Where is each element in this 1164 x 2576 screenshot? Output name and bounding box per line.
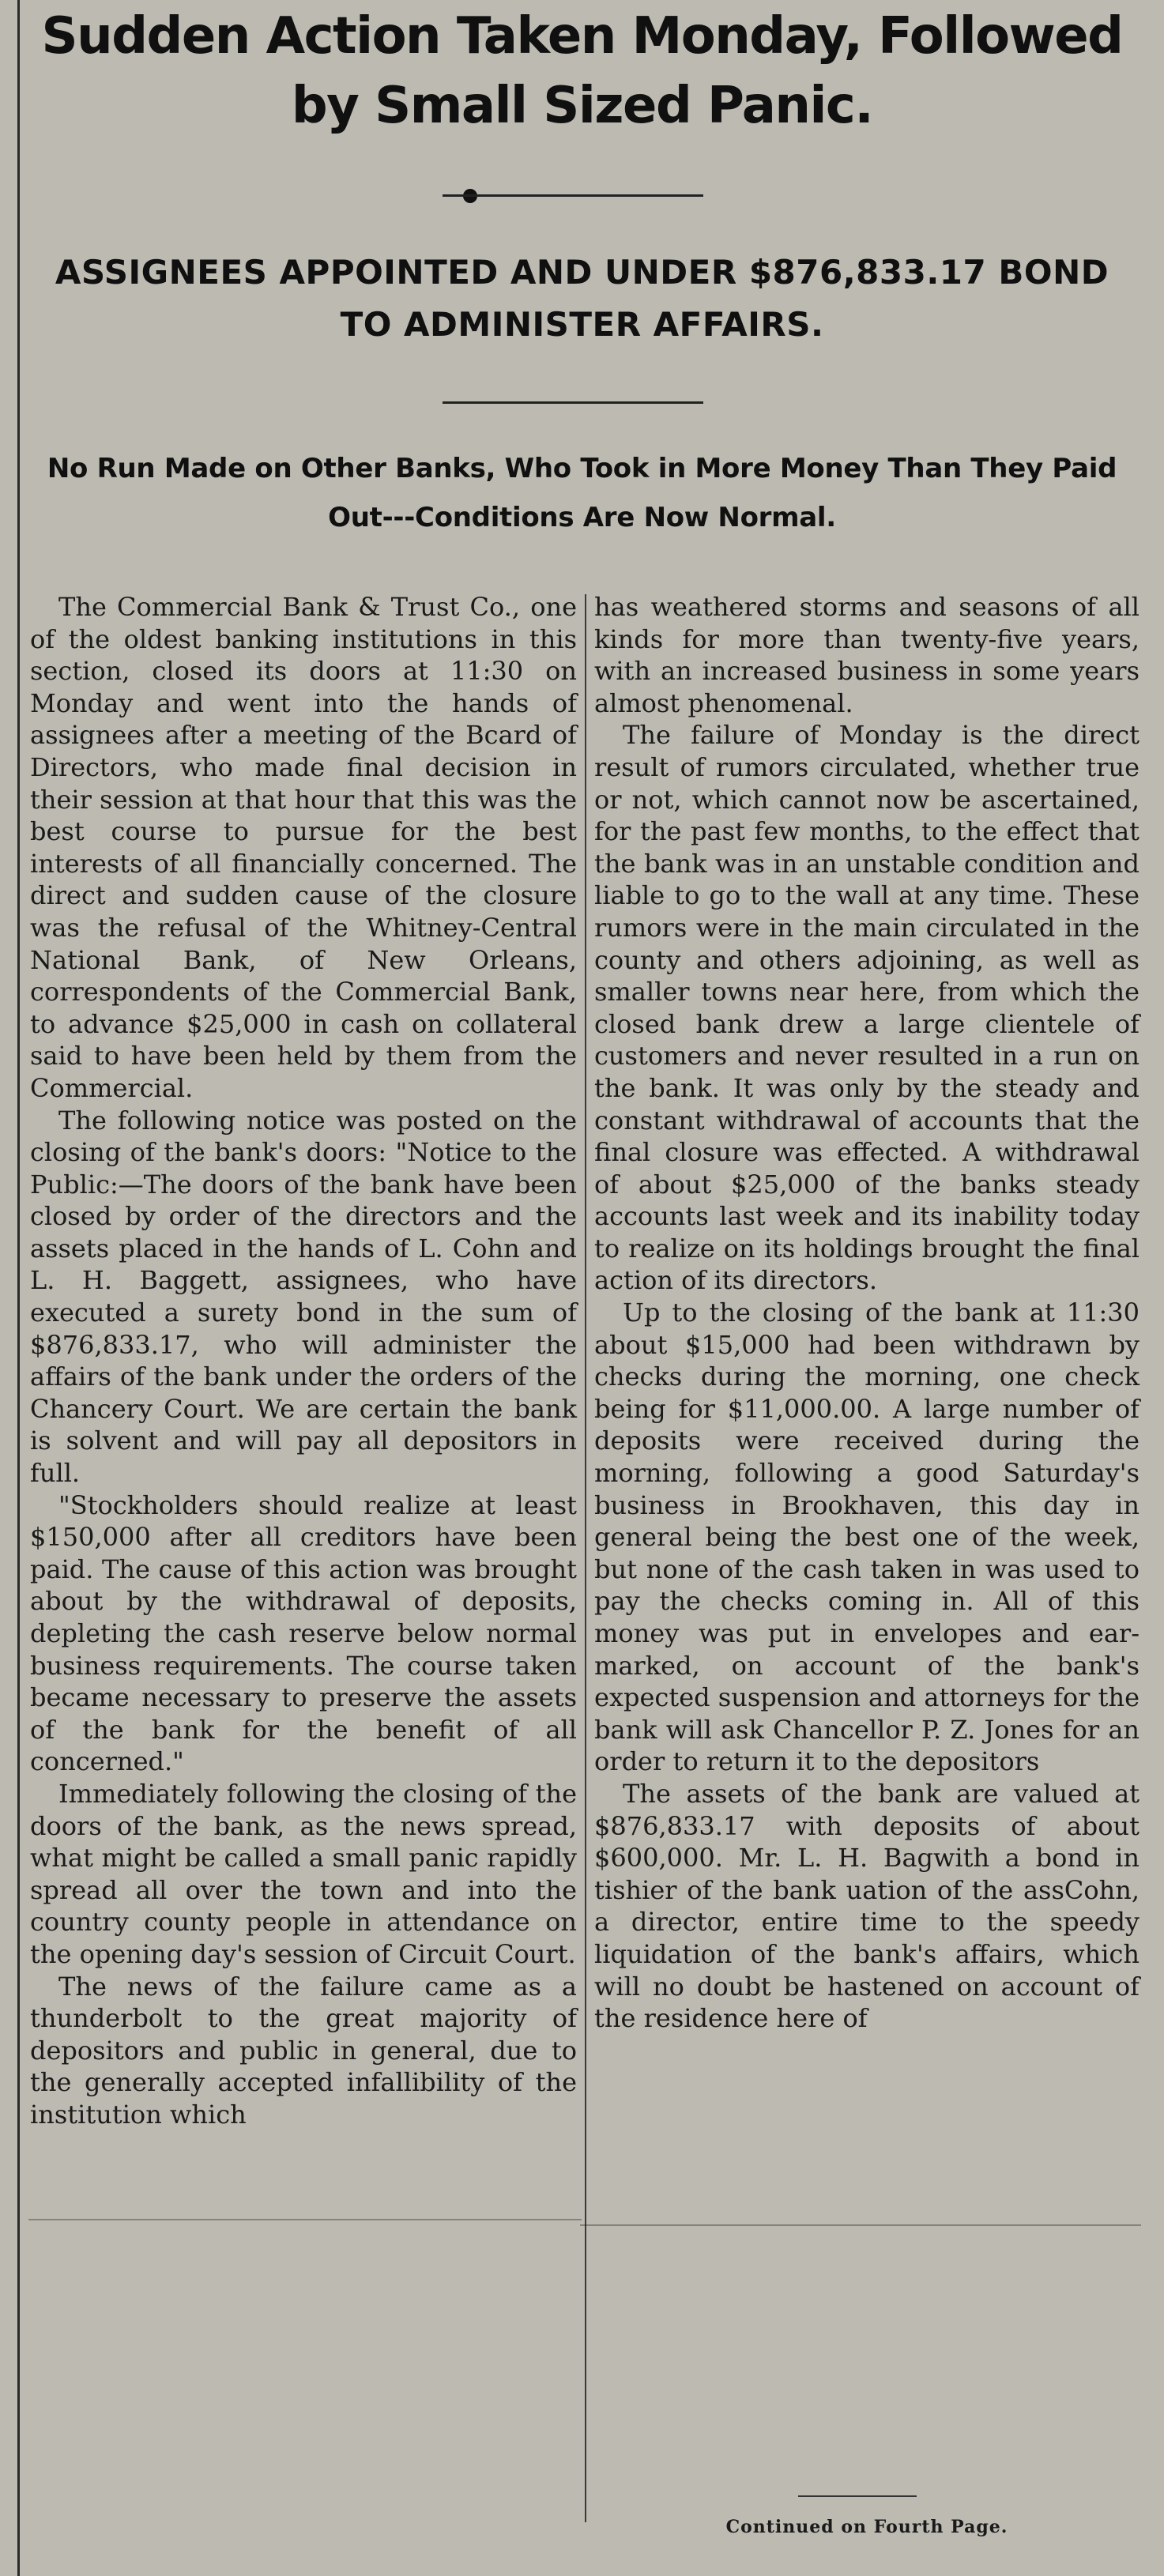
col1-paragraph-1: The Commercial Bank & Trust Co., one of the oldest banking institutions in this section, closed its doors at 11:30 on Monday and went into the hands of assignees after a meeting of the Bcard of Directors, who made final decision in their session at that hour that this was the best course to pursue for the best interests of all financially concerned. The direct and sudden cause of the closure was the refusal of the Whitney-Central National Bank, of New Orleans, correspondents of the Commercial Bank, to advance $25,000 in cash on collateral said to have been held by them from the Commercial. <box>30 592 577 1103</box>
col2-paragraph-3: Up to the closing of the bank at 11:30 about $15,000 had been withdrawn by checks during the morning, one check being for $11,000.00. A large number of deposits were received during the morning, following a good Saturday's business in Brookhaven, this day in general being the best one of the week, but none of the cash taken in was used to pay the checks coming in. All of this money was put in envelopes and ear-marked, on account of the bank's expected suspension and attorneys for the bank will ask Chancellor P. Z. Jones for an order to return it to the depositors <box>594 1297 1140 1777</box>
col1-paragraph-4: Immediately following the closing of the doors of the bank, as the news spread, what might be called a small panic rapidly spread all over the town and into the country county people in attendance on the opening day's session of Circuit Court. <box>30 1778 577 1969</box>
col1-paragraph-2: The following notice was posted on the closing of the bank's doors: "Notice to the Public:—The doors of the bank have been closed by order of the directors and the assets placed in the hands of L. Cohn and L. H. Baggett, assignees, who have executed a surety bond in the sum of $876,833.17, who will administer the affairs of the bank under the orders of the Chancery Court. We are certain the bank is solvent and will pay all depositors in full. <box>30 1105 577 1489</box>
article-column-1 <box>30 591 577 2131</box>
deck-headline: ASSIGNEES APPOINTED AND UNDER $876,833.17 BOND TO ADMINISTER AFFAIRS. <box>55 253 1109 344</box>
main-headline: Sudden Action Taken Monday, Followed by Small Sized Panic. <box>41 7 1123 135</box>
headline-separator-1 <box>443 194 703 197</box>
col2-paragraph-4: The assets of the bank are valued at $876,833.17 with deposits of about $600,000. Mr. L. H. Bagwith a bond in tishier of the bank uation of the assCohn, a director, entire time to the speedy liquidation of the bank's affairs, which will no doubt be hastened on account of the residence here of <box>594 1778 1140 2034</box>
col1-paragraph-5: The news of the failure came as a thunderbolt to the great majority of depositors and public in general, due to the generally accepted infallibility of the institution which <box>30 1971 577 2130</box>
column-divider <box>585 594 586 2522</box>
col1-paragraph-3: "Stockholders should realize at least $150,000 after all creditors have been paid. The cause of this action was brought about by the withdrawal of deposits, depleting the cash reserve below normal business requirements. The course taken became necessary to preserve the assets of the bank for the benefit of all concerned." <box>30 1489 577 1777</box>
left-column-rule <box>17 0 20 2576</box>
fold-crease-right <box>580 2224 1141 2226</box>
col2-paragraph-1: has weathered storms and seasons of all kinds for more than twenty-five years, with an increased business in some years almost phenomenal. <box>594 592 1140 718</box>
fold-crease <box>28 2219 582 2220</box>
subdeck-headline: No Run Made on Other Banks, Who Took in More Money Than They Paid Out---Conditions Are Now Normal. <box>47 453 1117 533</box>
headline-separator-2 <box>443 401 703 404</box>
col2-paragraph-2: The failure of Monday is the direct result of rumors circulated, whether true or not, which cannot now be ascertained, for the past few months, to the effect that the bank was in an unstable condition and liable to go to the wall at any time. These rumors were in the main circulated in the county and others adjoining, as well as smaller towns near here, from which the closed bank drew a large clientele of customers and never resulted in a run on the bank. It was only by the steady and constant withdrawal of accounts that the final closure was effected. A withdrawal of about $25,000 of the banks steady accounts last week and its inability today to realize on its holdings brought the final action of its directors. <box>594 720 1140 1296</box>
continued-notice: Continued on Fourth Page. <box>725 2517 1008 2537</box>
continuation-rule <box>798 2495 917 2497</box>
article-column-2 <box>594 591 1140 2035</box>
